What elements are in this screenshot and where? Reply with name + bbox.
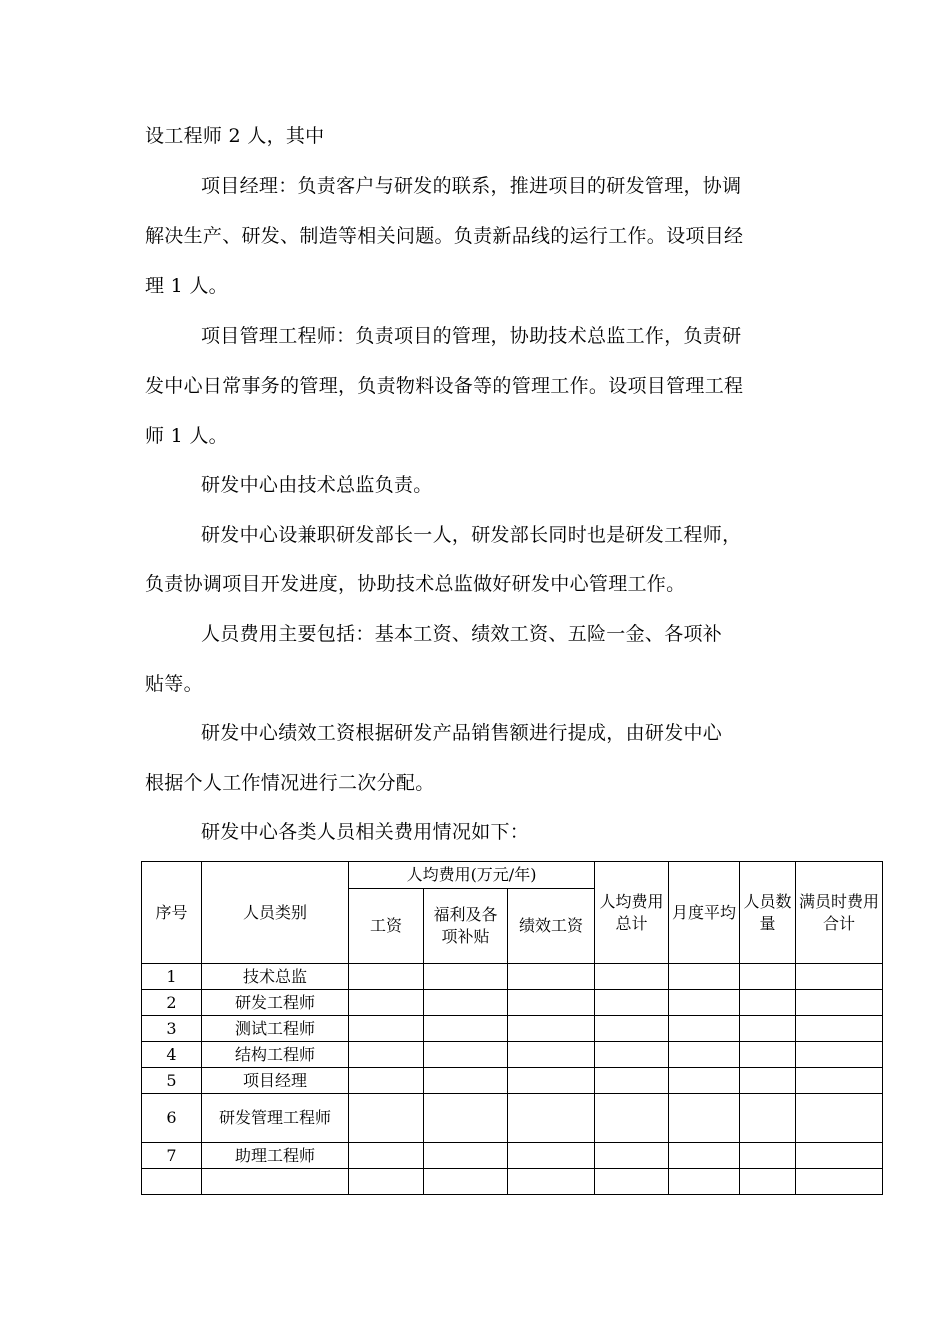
cell-seq: 4	[142, 1042, 202, 1068]
personnel-cost-table	[141, 861, 883, 1195]
paragraph-line: 研发中心设兼职研发部长一人，研发部长同时也是研发工程师，	[201, 524, 742, 546]
paragraph-line: 师 1 人。	[145, 425, 228, 447]
table-caption: 研发中心各类人员相关费用情况如下：	[201, 821, 530, 843]
paragraph-line: 设工程师 2 人，其中	[145, 125, 325, 147]
cell-seq: 5	[142, 1068, 202, 1094]
cell-category: 测试工程师	[202, 1016, 349, 1042]
cell-category: 技术总监	[202, 964, 349, 990]
cell-seq	[142, 1169, 202, 1195]
cell-seq: 7	[142, 1143, 202, 1169]
paragraph-line: 研发中心由技术总监负责。	[201, 474, 433, 496]
table-row	[142, 1169, 883, 1195]
paragraph-line: 根据个人工作情况进行二次分配。	[145, 772, 435, 794]
table-row	[142, 990, 883, 1016]
cell-seq: 1	[142, 964, 202, 990]
table-row	[142, 1068, 883, 1094]
paragraph-line: 项目管理工程师：负责项目的管理，协助技术总监工作，负责研	[201, 325, 742, 347]
cell-category: 研发管理工程师	[202, 1094, 349, 1143]
paragraph-line: 解决生产、研发、制造等相关问题。负责新品线的运行工作。设项目经	[145, 225, 744, 247]
header-full-total: 满员时费用合计	[796, 862, 883, 964]
paragraph-line: 项目经理：负责客户与研发的联系，推进项目的研发管理，协调	[201, 175, 742, 197]
table-row	[142, 1143, 883, 1169]
header-seq: 序号	[142, 862, 202, 964]
header-welfare: 福利及各项补贴	[424, 889, 508, 964]
cell-category: 结构工程师	[202, 1042, 349, 1068]
cell-category	[202, 1169, 349, 1195]
header-headcount: 人员数量	[740, 862, 796, 964]
paragraph-line: 负责协调项目开发进度，协助技术总监做好研发中心管理工作。	[145, 573, 686, 595]
cell-category: 项目经理	[202, 1068, 349, 1094]
table-row	[142, 1016, 883, 1042]
paragraph-line: 研发中心绩效工资根据研发产品销售额进行提成，由研发中心	[201, 722, 723, 744]
table-row	[142, 1042, 883, 1068]
paragraph-line: 发中心日常事务的管理，负责物料设备等的管理工作。设项目管理工程	[145, 375, 744, 397]
header-avg-cost-group: 人均费用(万元/年)	[349, 862, 595, 889]
cell-category: 助理工程师	[202, 1143, 349, 1169]
header-category: 人员类别	[202, 862, 349, 964]
table-row	[142, 964, 883, 990]
cell-seq: 2	[142, 990, 202, 1016]
header-salary: 工资	[349, 889, 424, 964]
cell-category: 研发工程师	[202, 990, 349, 1016]
header-monthly-avg: 月度平均	[669, 862, 740, 964]
cell-seq: 6	[142, 1094, 202, 1143]
paragraph-line: 人员费用主要包括：基本工资、绩效工资、五险一金、各项补	[201, 623, 723, 645]
header-performance: 绩效工资	[508, 889, 595, 964]
paragraph-line: 理 1 人。	[145, 275, 228, 297]
table-header-row	[142, 862, 883, 889]
table-row	[142, 1094, 883, 1143]
header-avg-total: 人均费用总计	[595, 862, 669, 964]
cell-seq: 3	[142, 1016, 202, 1042]
paragraph-line: 贴等。	[145, 673, 203, 695]
